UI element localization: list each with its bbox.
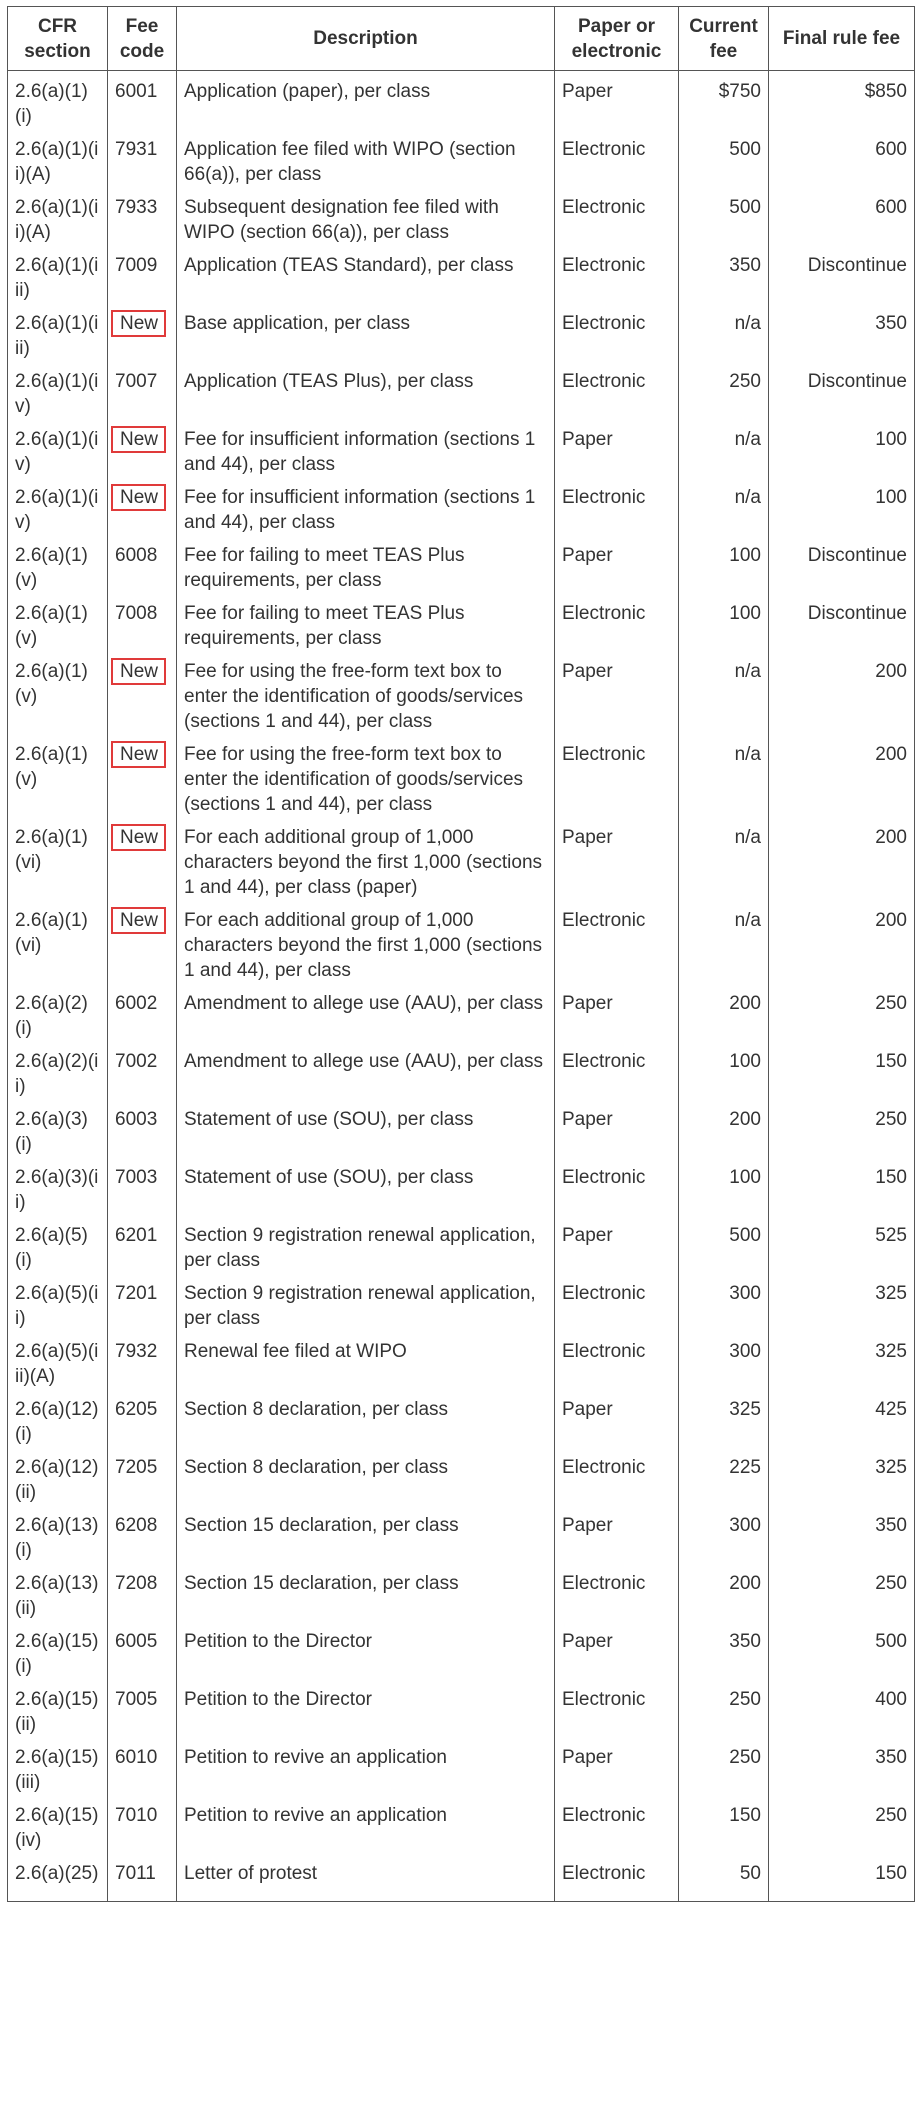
cfr-section-cell: 2.6(a)(25) — [8, 1853, 108, 1901]
header-current-fee: Current fee — [679, 7, 769, 71]
final-rule-fee-cell: 525 — [769, 1215, 915, 1273]
description-cell: Subsequent designation fee filed with WIPO (section 66(a)), per class — [177, 187, 555, 245]
header-fee-code: Fee code — [108, 7, 177, 71]
fee-code-cell: 7931 — [108, 129, 177, 187]
cfr-section-cell: 2.6(a)(2)(i) — [8, 983, 108, 1041]
fee-code-cell: 7010 — [108, 1795, 177, 1853]
paper-or-electronic-cell: Paper — [555, 71, 679, 130]
cfr-section-cell: 2.6(a)(15)(ii) — [8, 1679, 108, 1737]
description-cell: Section 15 declaration, per class — [177, 1563, 555, 1621]
fee-table-header — [8, 7, 915, 71]
fee-code-cell: 7008 — [108, 593, 177, 651]
cfr-section-cell: 2.6(a)(13)(ii) — [8, 1563, 108, 1621]
description-cell: Application (TEAS Plus), per class — [177, 361, 555, 419]
final-rule-fee-cell: Discontinue — [769, 535, 915, 593]
paper-or-electronic-cell: Electronic — [555, 900, 679, 983]
fee-code-cell: 7003 — [108, 1157, 177, 1215]
current-fee-cell: n/a — [679, 651, 769, 734]
paper-or-electronic-cell: Paper — [555, 1505, 679, 1563]
fee-code-cell: 6002 — [108, 983, 177, 1041]
table-row — [8, 303, 915, 361]
new-fee-badge: New — [111, 658, 166, 685]
description-cell: Petition to the Director — [177, 1621, 555, 1679]
header-row — [8, 7, 915, 71]
current-fee-cell: n/a — [679, 900, 769, 983]
final-rule-fee-cell: 150 — [769, 1041, 915, 1099]
description-cell: Statement of use (SOU), per class — [177, 1157, 555, 1215]
paper-or-electronic-cell: Electronic — [555, 1041, 679, 1099]
description-cell: For each additional group of 1,000 characters beyond the first 1,000 (sections 1 and 44), per class — [177, 900, 555, 983]
fee-code-cell: 7009 — [108, 245, 177, 303]
fee-code-cell: 7007 — [108, 361, 177, 419]
description-cell: Section 9 registration renewal application, per class — [177, 1273, 555, 1331]
description-cell: Statement of use (SOU), per class — [177, 1099, 555, 1157]
current-fee-cell: 350 — [679, 1621, 769, 1679]
table-row — [8, 535, 915, 593]
paper-or-electronic-cell: Paper — [555, 817, 679, 900]
current-fee-cell: 100 — [679, 535, 769, 593]
table-row — [8, 900, 915, 983]
cfr-section-cell: 2.6(a)(1)(v) — [8, 734, 108, 817]
paper-or-electronic-cell: Paper — [555, 535, 679, 593]
final-rule-fee-cell: 200 — [769, 817, 915, 900]
fee-code-cell: 6201 — [108, 1215, 177, 1273]
final-rule-fee-cell: 200 — [769, 651, 915, 734]
paper-or-electronic-cell: Electronic — [555, 1447, 679, 1505]
current-fee-cell: 350 — [679, 245, 769, 303]
current-fee-cell: 225 — [679, 1447, 769, 1505]
final-rule-fee-cell: 250 — [769, 983, 915, 1041]
final-rule-fee-cell: 500 — [769, 1621, 915, 1679]
current-fee-cell: 100 — [679, 1041, 769, 1099]
table-row — [8, 983, 915, 1041]
cfr-section-cell: 2.6(a)(1)(iii) — [8, 245, 108, 303]
description-cell: Fee for failing to meet TEAS Plus requirements, per class — [177, 593, 555, 651]
description-cell: Application (TEAS Standard), per class — [177, 245, 555, 303]
fee-code-cell — [108, 900, 177, 983]
new-fee-badge: New — [111, 310, 166, 337]
cfr-section-cell: 2.6(a)(2)(ii) — [8, 1041, 108, 1099]
new-fee-badge: New — [111, 484, 166, 511]
current-fee-cell: n/a — [679, 817, 769, 900]
cfr-section-cell: 2.6(a)(15)(iii) — [8, 1737, 108, 1795]
paper-or-electronic-cell: Paper — [555, 1737, 679, 1795]
current-fee-cell: 500 — [679, 187, 769, 245]
paper-or-electronic-cell: Paper — [555, 1099, 679, 1157]
table-row — [8, 1563, 915, 1621]
cfr-section-cell: 2.6(a)(1)(i) — [8, 71, 108, 130]
cfr-section-cell: 2.6(a)(3)(i) — [8, 1099, 108, 1157]
fee-code-cell — [108, 303, 177, 361]
final-rule-fee-cell: Discontinue — [769, 245, 915, 303]
fee-code-cell: 6010 — [108, 1737, 177, 1795]
final-rule-fee-cell: 250 — [769, 1563, 915, 1621]
final-rule-fee-cell: 350 — [769, 1505, 915, 1563]
final-rule-fee-cell: 150 — [769, 1853, 915, 1901]
table-row — [8, 1273, 915, 1331]
table-row — [8, 477, 915, 535]
paper-or-electronic-cell: Paper — [555, 983, 679, 1041]
final-rule-fee-cell: 325 — [769, 1273, 915, 1331]
table-row — [8, 1215, 915, 1273]
description-cell: Application fee filed with WIPO (section 66(a)), per class — [177, 129, 555, 187]
final-rule-fee-cell: 250 — [769, 1795, 915, 1853]
current-fee-cell: 200 — [679, 1563, 769, 1621]
paper-or-electronic-cell: Electronic — [555, 245, 679, 303]
description-cell: Fee for using the free-form text box to enter the identification of goods/services (sections 1 and 44), per class — [177, 734, 555, 817]
paper-or-electronic-cell: Electronic — [555, 1273, 679, 1331]
paper-or-electronic-cell: Electronic — [555, 734, 679, 817]
current-fee-cell: 200 — [679, 983, 769, 1041]
description-cell: Fee for insufficient information (sections 1 and 44), per class — [177, 419, 555, 477]
final-rule-fee-cell: 150 — [769, 1157, 915, 1215]
cfr-section-cell: 2.6(a)(1)(v) — [8, 535, 108, 593]
cfr-section-cell: 2.6(a)(1)(iii) — [8, 303, 108, 361]
table-row — [8, 1853, 915, 1901]
new-fee-badge: New — [111, 426, 166, 453]
paper-or-electronic-cell: Electronic — [555, 129, 679, 187]
description-cell: Petition to revive an application — [177, 1795, 555, 1853]
final-rule-fee-cell: 100 — [769, 477, 915, 535]
fee-code-cell: 6208 — [108, 1505, 177, 1563]
description-cell: Section 8 declaration, per class — [177, 1389, 555, 1447]
table-row — [8, 817, 915, 900]
table-row — [8, 1157, 915, 1215]
cfr-section-cell: 2.6(a)(5)(ii) — [8, 1273, 108, 1331]
fee-code-cell: 6003 — [108, 1099, 177, 1157]
current-fee-cell: 150 — [679, 1795, 769, 1853]
cfr-section-cell: 2.6(a)(1)(v) — [8, 651, 108, 734]
paper-or-electronic-cell: Paper — [555, 1389, 679, 1447]
final-rule-fee-cell: Discontinue — [769, 593, 915, 651]
final-rule-fee-cell: 425 — [769, 1389, 915, 1447]
fee-code-cell: 6008 — [108, 535, 177, 593]
table-row — [8, 1679, 915, 1737]
paper-or-electronic-cell: Electronic — [555, 303, 679, 361]
table-row — [8, 1389, 915, 1447]
cfr-section-cell: 2.6(a)(1)(ii)(A) — [8, 187, 108, 245]
description-cell: Application (paper), per class — [177, 71, 555, 130]
table-row — [8, 71, 915, 130]
table-row — [8, 1447, 915, 1505]
final-rule-fee-cell: 200 — [769, 900, 915, 983]
current-fee-cell: n/a — [679, 303, 769, 361]
final-rule-fee-cell: 200 — [769, 734, 915, 817]
cfr-section-cell: 2.6(a)(13)(i) — [8, 1505, 108, 1563]
description-cell: Petition to revive an application — [177, 1737, 555, 1795]
cfr-section-cell: 2.6(a)(12)(i) — [8, 1389, 108, 1447]
new-fee-badge: New — [111, 907, 166, 934]
paper-or-electronic-cell: Electronic — [555, 593, 679, 651]
cfr-section-cell: 2.6(a)(1)(vi) — [8, 817, 108, 900]
current-fee-cell: 500 — [679, 1215, 769, 1273]
fee-code-cell: 7011 — [108, 1853, 177, 1901]
description-cell: Fee for insufficient information (sections 1 and 44), per class — [177, 477, 555, 535]
final-rule-fee-cell: Discontinue — [769, 361, 915, 419]
cfr-section-cell: 2.6(a)(5)(i) — [8, 1215, 108, 1273]
fee-code-cell — [108, 651, 177, 734]
table-row — [8, 1041, 915, 1099]
fee-code-cell: 6001 — [108, 71, 177, 130]
fee-table-body — [8, 71, 915, 1902]
description-cell: Section 8 declaration, per class — [177, 1447, 555, 1505]
cfr-section-cell: 2.6(a)(5)(iii)(A) — [8, 1331, 108, 1389]
current-fee-cell: 325 — [679, 1389, 769, 1447]
paper-or-electronic-cell: Electronic — [555, 187, 679, 245]
description-cell: Section 9 registration renewal application, per class — [177, 1215, 555, 1273]
paper-or-electronic-cell: Paper — [555, 1621, 679, 1679]
table-row — [8, 419, 915, 477]
description-cell: Letter of protest — [177, 1853, 555, 1901]
paper-or-electronic-cell: Electronic — [555, 1795, 679, 1853]
paper-or-electronic-cell: Electronic — [555, 361, 679, 419]
description-cell: Amendment to allege use (AAU), per class — [177, 1041, 555, 1099]
current-fee-cell: n/a — [679, 734, 769, 817]
description-cell: Base application, per class — [177, 303, 555, 361]
table-row — [8, 245, 915, 303]
paper-or-electronic-cell: Electronic — [555, 1853, 679, 1901]
cfr-section-cell: 2.6(a)(1)(vi) — [8, 900, 108, 983]
table-row — [8, 1099, 915, 1157]
paper-or-electronic-cell: Electronic — [555, 477, 679, 535]
cfr-section-cell: 2.6(a)(12)(ii) — [8, 1447, 108, 1505]
header-cfr-section: CFR section — [8, 7, 108, 71]
table-row — [8, 187, 915, 245]
fee-code-cell: 7932 — [108, 1331, 177, 1389]
cfr-section-cell: 2.6(a)(15)(i) — [8, 1621, 108, 1679]
fee-code-cell — [108, 477, 177, 535]
paper-or-electronic-cell: Electronic — [555, 1679, 679, 1737]
current-fee-cell: 100 — [679, 1157, 769, 1215]
table-row — [8, 129, 915, 187]
fee-code-cell: 6005 — [108, 1621, 177, 1679]
description-cell: Fee for failing to meet TEAS Plus requirements, per class — [177, 535, 555, 593]
final-rule-fee-cell: 600 — [769, 129, 915, 187]
new-fee-badge: New — [111, 824, 166, 851]
current-fee-cell: 200 — [679, 1099, 769, 1157]
final-rule-fee-cell: 600 — [769, 187, 915, 245]
table-row — [8, 1795, 915, 1853]
final-rule-fee-cell: 400 — [769, 1679, 915, 1737]
paper-or-electronic-cell: Paper — [555, 419, 679, 477]
cfr-section-cell: 2.6(a)(3)(ii) — [8, 1157, 108, 1215]
fee-code-cell: 7201 — [108, 1273, 177, 1331]
cfr-section-cell: 2.6(a)(1)(v) — [8, 593, 108, 651]
description-cell: Fee for using the free-form text box to enter the identification of goods/services (sections 1 and 44), per class — [177, 651, 555, 734]
paper-or-electronic-cell: Electronic — [555, 1157, 679, 1215]
fee-code-cell — [108, 419, 177, 477]
cfr-section-cell: 2.6(a)(1)(iv) — [8, 361, 108, 419]
header-final-rule-fee: Final rule fee — [769, 7, 915, 71]
table-row — [8, 361, 915, 419]
table-row — [8, 1505, 915, 1563]
current-fee-cell: 300 — [679, 1505, 769, 1563]
current-fee-cell: 500 — [679, 129, 769, 187]
current-fee-cell: 250 — [679, 361, 769, 419]
table-row — [8, 593, 915, 651]
final-rule-fee-cell: 250 — [769, 1099, 915, 1157]
current-fee-cell: 300 — [679, 1331, 769, 1389]
cfr-section-cell: 2.6(a)(1)(iv) — [8, 419, 108, 477]
current-fee-cell: 250 — [679, 1679, 769, 1737]
current-fee-cell: $750 — [679, 71, 769, 130]
fee-code-cell — [108, 734, 177, 817]
paper-or-electronic-cell: Paper — [555, 651, 679, 734]
fee-code-cell — [108, 817, 177, 900]
fee-code-cell: 7208 — [108, 1563, 177, 1621]
description-cell: Section 15 declaration, per class — [177, 1505, 555, 1563]
paper-or-electronic-cell: Electronic — [555, 1563, 679, 1621]
paper-or-electronic-cell: Paper — [555, 1215, 679, 1273]
final-rule-fee-cell: 325 — [769, 1447, 915, 1505]
current-fee-cell: n/a — [679, 477, 769, 535]
header-description: Description — [177, 7, 555, 71]
fee-code-cell: 7002 — [108, 1041, 177, 1099]
cfr-section-cell: 2.6(a)(1)(ii)(A) — [8, 129, 108, 187]
description-cell: Renewal fee filed at WIPO — [177, 1331, 555, 1389]
header-paper-or-electronic: Paper or electronic — [555, 7, 679, 71]
final-rule-fee-cell: 100 — [769, 419, 915, 477]
current-fee-cell: 300 — [679, 1273, 769, 1331]
fee-table — [7, 6, 915, 1902]
cfr-section-cell: 2.6(a)(1)(iv) — [8, 477, 108, 535]
current-fee-cell: 50 — [679, 1853, 769, 1901]
fee-code-cell: 7005 — [108, 1679, 177, 1737]
table-row — [8, 1331, 915, 1389]
new-fee-badge: New — [111, 741, 166, 768]
fee-code-cell: 7933 — [108, 187, 177, 245]
description-cell: For each additional group of 1,000 characters beyond the first 1,000 (sections 1 and 44), per class (paper) — [177, 817, 555, 900]
final-rule-fee-cell: 350 — [769, 303, 915, 361]
current-fee-cell: 250 — [679, 1737, 769, 1795]
current-fee-cell: 100 — [679, 593, 769, 651]
final-rule-fee-cell: 325 — [769, 1331, 915, 1389]
final-rule-fee-cell: $850 — [769, 71, 915, 130]
table-row — [8, 1737, 915, 1795]
description-cell: Amendment to allege use (AAU), per class — [177, 983, 555, 1041]
paper-or-electronic-cell: Electronic — [555, 1331, 679, 1389]
table-row — [8, 1621, 915, 1679]
final-rule-fee-cell: 350 — [769, 1737, 915, 1795]
table-row — [8, 651, 915, 734]
fee-code-cell: 7205 — [108, 1447, 177, 1505]
cfr-section-cell: 2.6(a)(15)(iv) — [8, 1795, 108, 1853]
table-row — [8, 734, 915, 817]
description-cell: Petition to the Director — [177, 1679, 555, 1737]
current-fee-cell: n/a — [679, 419, 769, 477]
fee-code-cell: 6205 — [108, 1389, 177, 1447]
